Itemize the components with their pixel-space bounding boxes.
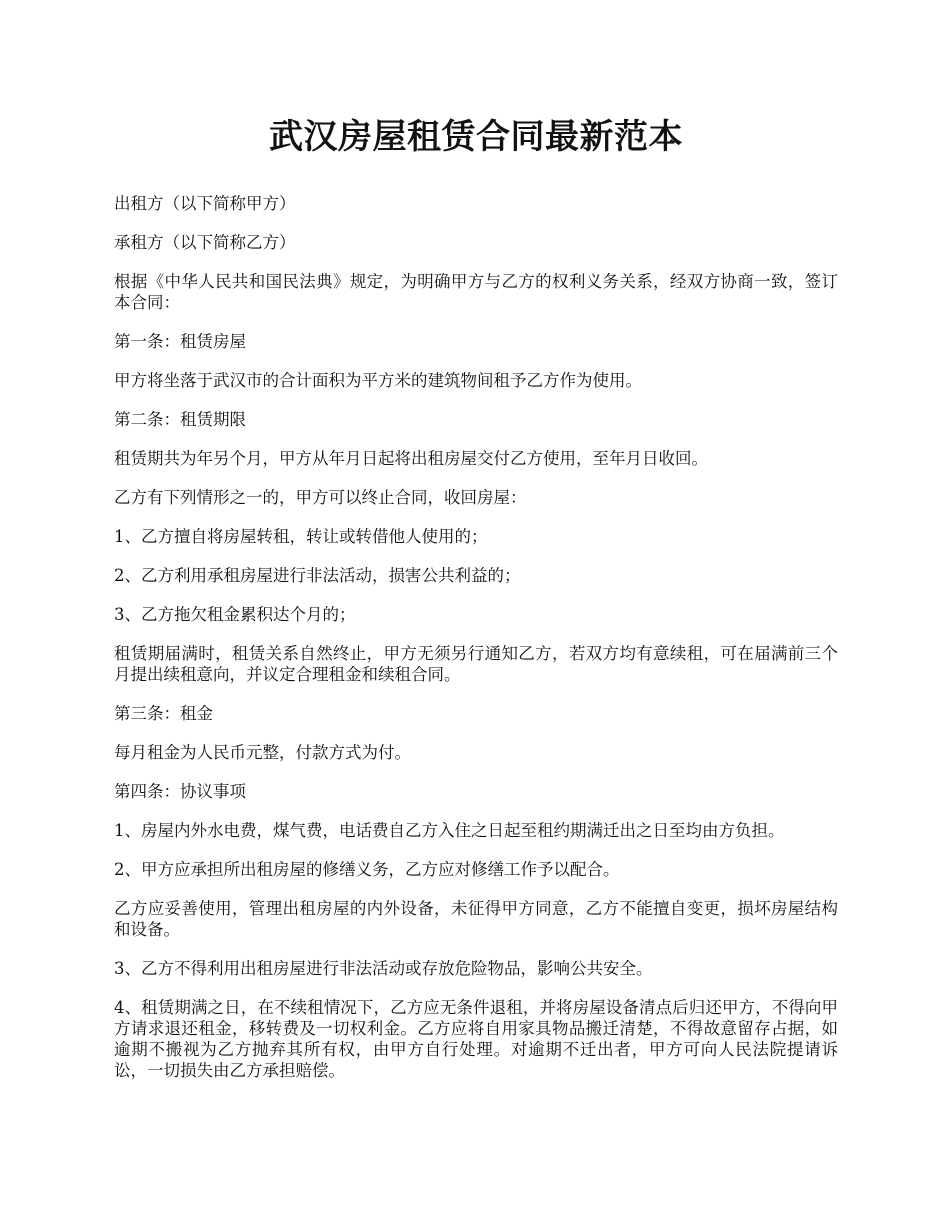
document-title: 武汉房屋租赁合同最新范本: [269, 117, 683, 157]
equipment-paragraph: 乙方应妥善使用，管理出租房屋的内外设备，未征得甲方同意，乙方不能擅自变更，损坏房屋结构和设备。: [114, 899, 838, 939]
party-lessee: 承租方（以下简称乙方）: [114, 233, 296, 252]
article-1-body: 甲方将坐落于武汉市的合计面积为平方米的建筑物间租予乙方作为使用。: [114, 371, 642, 390]
agreement-item-4: 4、租赁期满之日，在不续租情况下，乙方应无条件退租，并将房屋设备清点后归还甲方，不得向甲方请求退还租金，移转费及一切权利金。乙方应将自用家具物品搬迁清楚，不得故意留存占据，如逾期不搬视为乙方抛弃其所有权，由甲方自行处理。对逾期不迁出者，甲方可向人民法院提请诉讼，一切损失由乙方承担赔偿。: [114, 998, 838, 1080]
article-2-body: 租赁期共为年另个月，甲方从年月日起将出租房屋交付乙方使用，至年月日收回。: [114, 449, 708, 468]
preamble-paragraph: 根据《中华人民共和国民法典》规定，为明确甲方与乙方的权利义务关系，经双方协商一致，签订本合同：: [114, 272, 838, 312]
article-2-heading: 第二条：租赁期限: [114, 410, 246, 429]
agreement-item-3: 3、乙方不得利用出租房屋进行非法活动或存放危险物品，影响公共安全。: [114, 959, 653, 978]
article-1-heading: 第一条：租赁房屋: [114, 332, 246, 351]
agreement-item-2: 2、甲方应承担所出租房屋的修缮义务，乙方应对修缮工作予以配合。: [114, 860, 620, 879]
termination-intro: 乙方有下列情形之一的，甲方可以终止合同，收回房屋：: [114, 488, 527, 507]
termination-item-2: 2、乙方利用承租房屋进行非法活动，损害公共利益的；: [114, 566, 521, 585]
party-lessor: 出租方（以下简称甲方）: [114, 194, 296, 213]
renewal-paragraph: 租赁期届满时，租赁关系自然终止，甲方无须另行通知乙方，若双方均有意续租，可在届满前三个月提出续租意向，并议定合理租金和续租合同。: [114, 644, 838, 684]
termination-item-3: 3、乙方拖欠租金累积达个月的；: [114, 605, 356, 624]
article-4-heading: 第四条：协议事项: [114, 782, 246, 801]
article-3-heading: 第三条：租金: [114, 704, 213, 723]
termination-item-1: 1、乙方擅自将房屋转租，转让或转借他人使用的；: [114, 527, 488, 546]
article-3-body: 每月租金为人民币元整，付款方式为付。: [114, 743, 411, 762]
agreement-item-1: 1、房屋内外水电费，煤气费，电话费自乙方入住之日起至租约期满迁出之日至均由方负担。: [114, 821, 785, 840]
